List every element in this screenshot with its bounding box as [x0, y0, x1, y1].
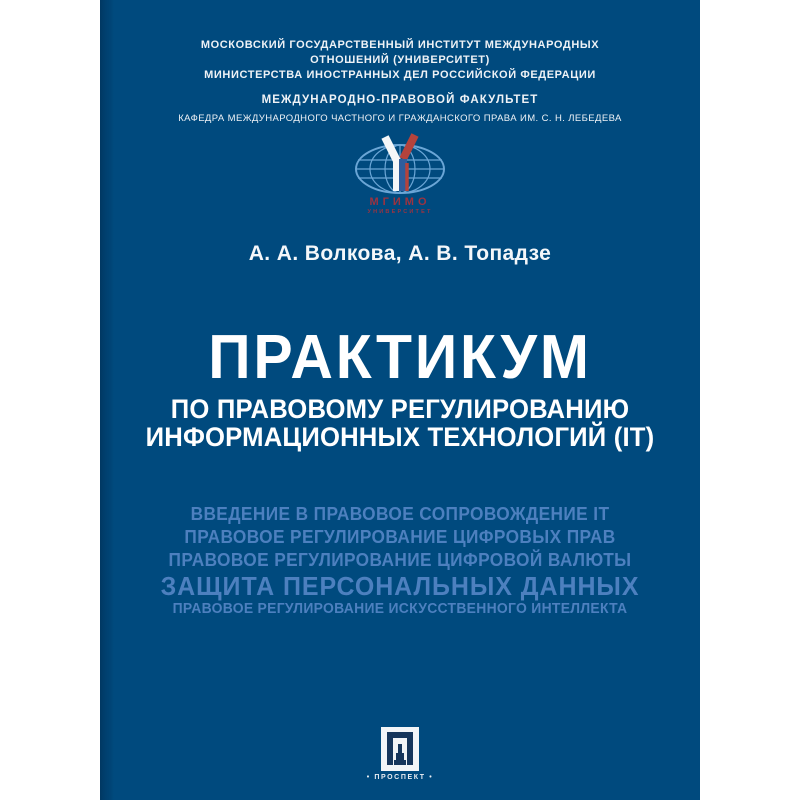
topic-item: ПРАВОВОЕ РЕГУЛИРОВАНИЕ ЦИФРОВОЙ ВАЛЮТЫ	[168, 550, 632, 570]
book-cover	[100, 0, 700, 800]
mgimo-wordmark-subtitle: УНИВЕРСИТЕТ	[367, 209, 433, 215]
department-line: КАФЕДРА МЕЖДУНАРОДНОГО ЧАСТНОГО И ГРАЖДАНСКОГО ПРАВА ИМ. С. Н. ЛЕБЕДЕВА	[178, 113, 622, 124]
mgimo-wordmark: МГИМО	[369, 196, 431, 208]
institution-line-2: ОТНОШЕНИЙ (УНИВЕРСИТЕТ)	[310, 54, 490, 66]
mgimo-globe-icon	[100, 133, 700, 195]
authors-line: А. А. Волкова, А. В. Топадзе	[248, 242, 552, 265]
topic-item: ПРАВОВОЕ РЕГУЛИРОВАНИЕ ЦИФРОВЫХ ПРАВ	[184, 527, 616, 547]
book-title: ПРАКТИКУМ	[208, 323, 592, 392]
prospekt-gate-icon	[100, 727, 700, 771]
institution-line-3: МИНИСТЕРСТВА ИНОСТРАННЫХ ДЕЛ РОССИЙСКОЙ ФЕДЕРАЦИИ	[204, 69, 596, 81]
book-subtitle-line-1: ПО ПРАВОВОМУ РЕГУЛИРОВАНИЮ	[170, 394, 630, 424]
topic-item: ЗАЩИТА ПЕРСОНАЛЬНЫХ ДАННЫХ	[160, 571, 640, 601]
faculty-line: МЕЖДУНАРОДНО-ПРАВОВОЙ ФАКУЛЬТЕТ	[261, 94, 539, 106]
publisher-name: • ПРОСПЕКТ •	[366, 774, 434, 781]
institution-line-1: МОСКОВСКИЙ ГОСУДАРСТВЕННЫЙ ИНСТИТУТ МЕЖДУНАРОДНЫХ	[200, 39, 600, 51]
topic-item: ВВЕДЕНИЕ В ПРАВОВОЕ СОПРОВОЖДЕНИЕ IT	[190, 504, 610, 524]
title-block	[115, 323, 685, 452]
institution-block	[100, 38, 700, 124]
topic-item: ПРАВОВОЕ РЕГУЛИРОВАНИЕ ИСКУССТВЕННОГО ИНТЕЛЛЕКТА	[172, 601, 628, 617]
book-subtitle-line-2: ИНФОРМАЦИОННЫХ ТЕХНОЛОГИЙ (IT)	[145, 422, 655, 452]
publisher-block	[100, 727, 700, 781]
topics-list	[112, 503, 688, 618]
mgimo-emblem	[100, 133, 700, 215]
